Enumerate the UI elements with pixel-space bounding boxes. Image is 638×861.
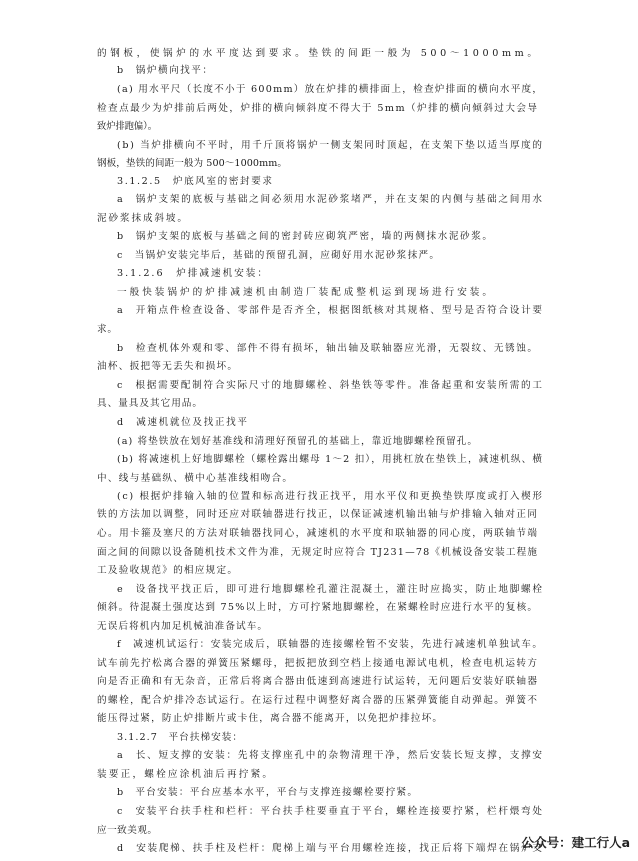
text-line: 泥砂浆抹成斜坡。 <box>97 213 189 224</box>
text-line: (a) 将垫铁放在划好基准线和清理好预留孔的基础上，靠近地脚螺栓预留孔。 <box>117 436 479 447</box>
text-line: (a) 用水平尺（长度不小于 600mm）放在炉排的横排面上，检查炉排面的横向水平度， <box>117 84 544 95</box>
text-line: 钢板，垫铁的间距一般为 500～1000mm。 <box>97 158 288 169</box>
text-line: a 长、短支撑的安装：先将支撑座孔中的杂物清理干净，然后安装长短支撑，支撑安 <box>117 750 544 761</box>
text-line: 倾斜。待混凝土强度达到 75%以上时，方可拧紧地脚螺栓，在紧螺栓时应进行水平的复核。 <box>97 602 539 613</box>
text-line: f 减速机试运行：安装完成后，联轴器的连接螺栓暂不安装，先进行减速机单独试车。 <box>117 639 544 650</box>
text-line: (b) 当炉排横向不平时，用千斤顶将锅炉一侧支架同时顶起，在支架下垫以适当厚度的 <box>117 140 544 151</box>
text-line: 试车前先拧松离合器的弹簧压紧螺母，把扳把放到空档上接通电源试电机，检查电机运转方 <box>97 658 539 669</box>
text-line: 3.1.2.5 炉底风室的密封要求 <box>117 176 274 187</box>
text-line: 3.1.2.6 炉排减速机安装： <box>117 268 269 279</box>
text-line: 致炉排跑偏）。 <box>97 121 157 132</box>
text-line: b 锅炉横向找平： <box>117 65 214 76</box>
text-line: d 安装爬梯、扶手柱及栏杆：爬梯上端与平台用螺栓连接，找正后将下端焊在锅炉支 <box>117 843 544 854</box>
text-line: 的螺栓，配合炉排冷态试运行。在运行过程中调整好离合器的压紧弹簧能自动弹起。弹簧不 <box>97 695 539 706</box>
text-line: 心。用卡箍及塞尺的方法对联轴器找同心，减速机的水平度和联轴器的同心度，两联轴节端 <box>97 528 539 539</box>
watermark: 公众号：建工行人a <box>521 835 630 850</box>
text-line: 求。 <box>97 324 118 335</box>
text-line: e 设备找平找正后，即可进行地脚螺栓孔灌注混凝土，灌注时应捣实，防止地脚螺栓 <box>117 584 544 595</box>
text-line: c 安装平台扶手柱和栏杆：平台扶手柱要垂直于平台，螺栓连接要拧紧，栏杆煨弯处 <box>117 806 544 817</box>
text-line: 能压得过紧，防止炉排断片或卡住，离合器不能离开，以免把炉排拉坏。 <box>97 713 444 724</box>
text-line: 无误后将机内加足机械油准备试车。 <box>97 621 269 632</box>
text-line: 应一致美观。 <box>97 825 158 836</box>
text-line: 装要正，螺栓应涂机油后再拧紧。 <box>97 769 275 780</box>
text-line: 工及验收规范》的相应规定。 <box>97 565 239 576</box>
text-line: 铁的方法加以调整，同时还应对联轴器进行找正，以保证减速机输出轴与炉排输入轴对正同 <box>97 509 539 520</box>
text-line: c 根据需要配制符合实际尺寸的地脚螺栓、斜垫铁等零件。准备起重和安装所需的工 <box>117 380 544 391</box>
text-line: d 减速机就位及找正找平 <box>117 417 249 428</box>
text-line: 中、线与基础纵、横中心基准线相吻合。 <box>97 473 294 484</box>
text-line: 油杯、扳把等无丢失和损坏。 <box>97 361 239 372</box>
text-line: a 开箱点件检查设备、零部件是否齐全，根据图纸核对其规格、型号是否符合设计要 <box>117 305 544 316</box>
text-line: 3.1.2.7 平台扶梯安装： <box>117 732 244 743</box>
text-line: (c) 根据炉排输入轴的位置和标高进行找正找平，用水平仪和更换垫铁厚度或打入楔形 <box>117 491 544 502</box>
text-line: 一般快装锅炉的炉排减速机由制造厂装配成整机运到现场进行安装。 <box>117 287 496 298</box>
text-line: 面之间的间隙以设备随机技术文件为准，无规定时应符合 TJ231—78《机械设备安装工程施 <box>97 547 539 558</box>
text-line: a 锅炉支架的底板与基础之间必须用水泥砂浆堵严，并在支架的内侧与基础之间用水 <box>117 194 544 205</box>
text-line: 的钢板，使锅炉的水平度达到要求。垫铁的间距一般为 500～1000mm。 <box>97 48 541 59</box>
text-line: (b) 将减速机上好地脚螺栓（螺栓露出螺母 1～2 扣），用挑杠放在垫铁上，减速机纵、横 <box>117 454 544 465</box>
text-line: b 锅炉支架的底板与基础之间的密封砖应砌筑严密，墙的两侧抹水泥砂浆。 <box>117 231 494 242</box>
text-line: 检查点最少为炉排前后两处，炉排的横向倾斜度不得大于 5mm（炉排的横向倾斜过大会导 <box>97 103 539 114</box>
text-line: c 当锅炉安装完毕后，基础的预留孔洞，应砌好用水泥砂浆抹严。 <box>117 250 441 261</box>
text-line: 向是否正确和有无杂音，正常后将离合器由低速到高速进行试运转，无问题后安装好联轴器 <box>97 676 539 687</box>
text-line: b 检查机体外观和零、部件不得有损坏，轴出轴及联轴器应光滑，无裂纹、无锈蚀。 <box>117 343 539 354</box>
text-line: 具、量具及其它用品。 <box>97 398 204 409</box>
text-line: b 平台安装：平台应基本水平，平台与支撑连接螺栓要拧紧。 <box>117 787 419 798</box>
